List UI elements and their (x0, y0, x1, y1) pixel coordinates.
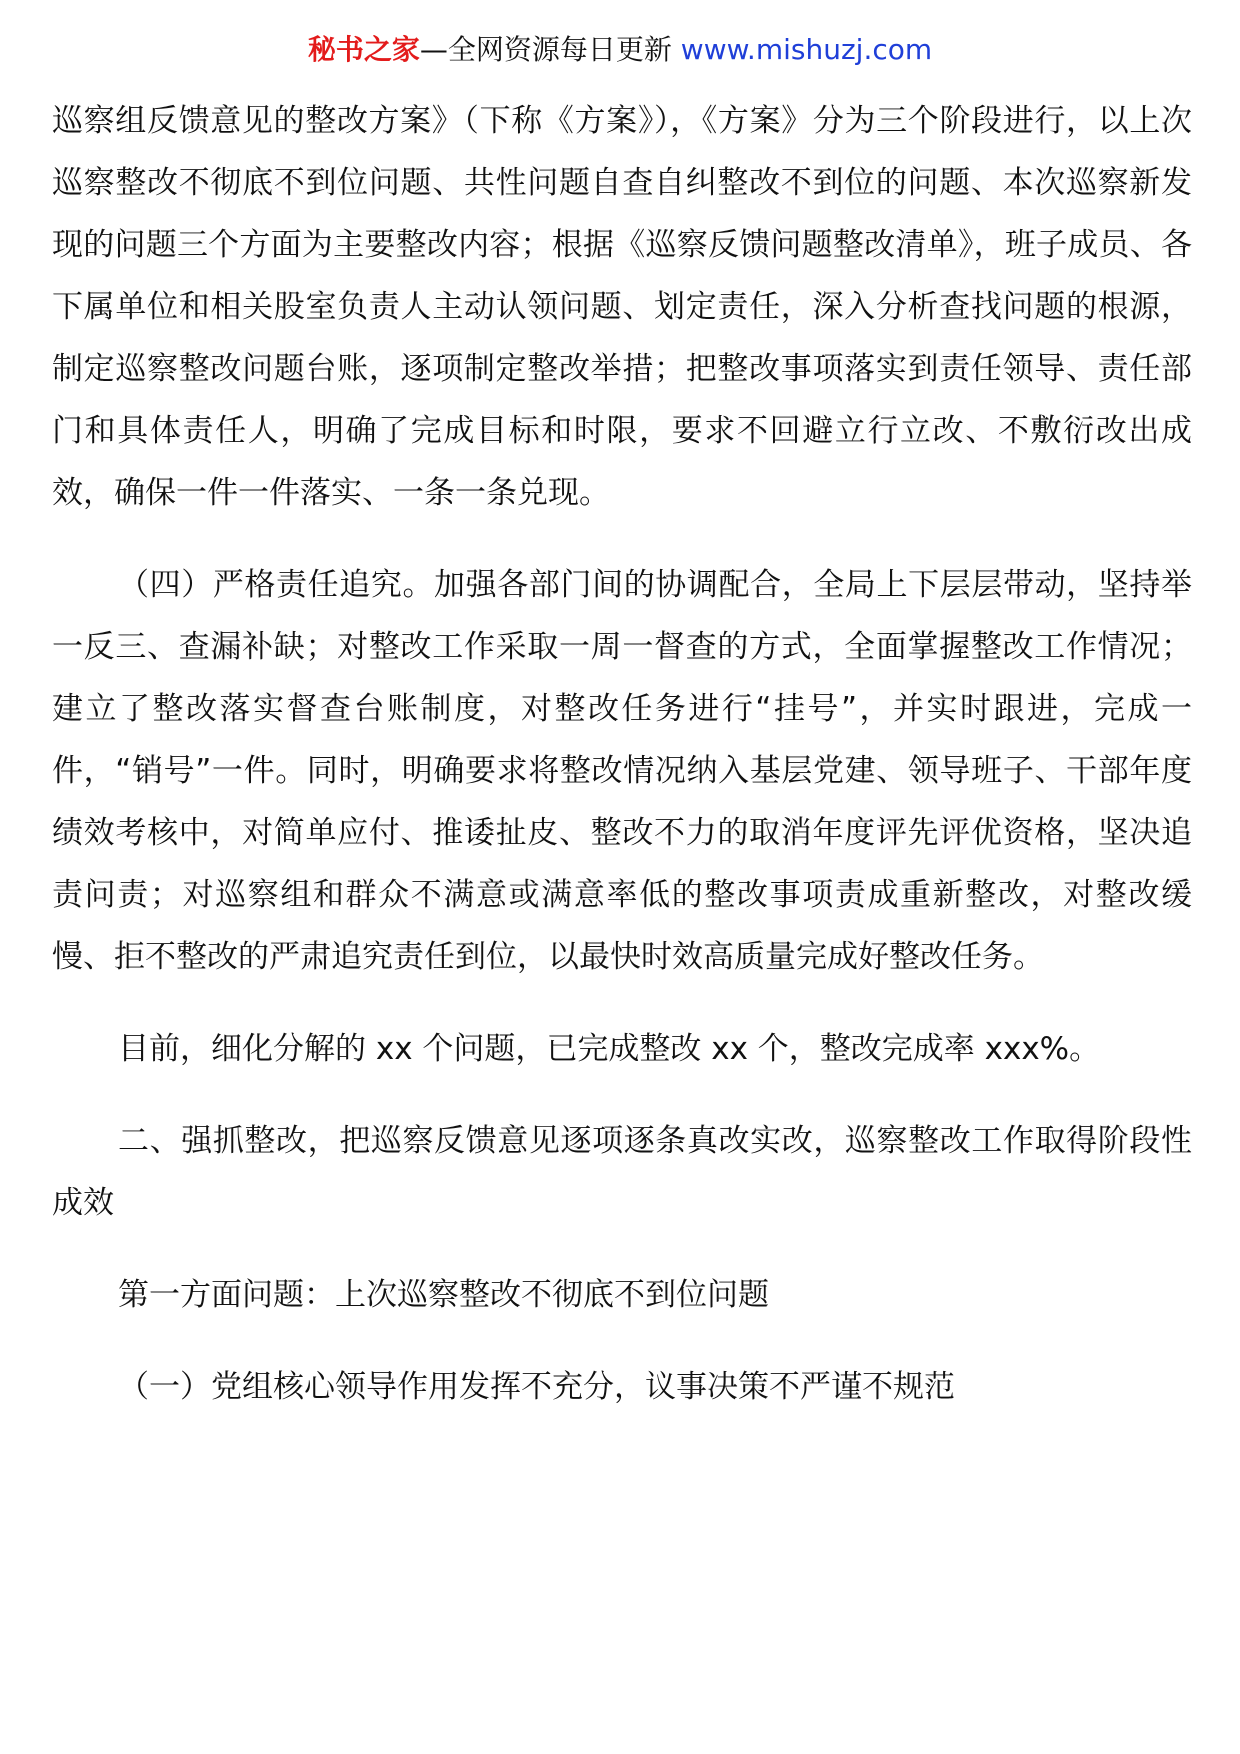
page-header (0, 30, 1240, 70)
item-heading: （一）党组核心领导作用发挥不充分，议事决策不严谨不规范 (118, 1369, 955, 1405)
document-body (52, 90, 1192, 1418)
paragraph-continuation: 巡察组反馈意见的整改方案》（下称《方案》），《方案》分为三个阶段进行，以上次巡察整改不彻底不到位问题、共性问题自查自纠整改不到位的问题、本次巡察新发现的问题三个方面为主要整改内容；根据《巡察反馈问题整改清单》，班子成员、各下属单位和相关股室负责人主动认领问题、划定责任，深入分析查找问题的根源，制定巡察整改问题台账，逐项制定整改举措；把整改事项落实到责任领导、责任部门和具体责任人，明确了完成目标和时限，要求不回避立行立改、不敷衍改出成效，确保一件一件落实、一条一条兑现。 (52, 103, 1192, 511)
subsection-heading: 第一方面问题：上次巡察整改不彻底不到位问题 (118, 1277, 769, 1313)
website-link[interactable]: www.mishuzj.com (680, 33, 933, 66)
paragraph-progress: 目前，细化分解的 xx 个问题，已完成整改 xx 个，整改完成率 xxx%。 (118, 1031, 1101, 1067)
header-tagline: —全网资源每日更新 (419, 33, 672, 66)
brand-name: 秘书之家 (307, 33, 420, 66)
paragraph-responsibility: （四）严格责任追究。加强各部门间的协调配合，全局上下层层带动，坚持举一反三、查漏补缺；对整改工作采取一周一督查的方式，全面掌握整改工作情况；建立了整改落实督查台账制度，对整改任务进行“挂号”，并实时跟进，完成一件，“销号”一件。同时，明确要求将整改情况纳入基层党建、领导班子、干部年度绩效考核中，对简单应付、推诿扯皮、整改不力的取消年度评先评优资格，坚决追责问责；对巡察组和群众不满意或满意率低的整改事项责成重新整改，对整改缓慢、拒不整改的严肃追究责任到位，以最快时效高质量完成好整改任务。 (52, 567, 1192, 975)
section-heading: 二、强抓整改，把巡察反馈意见逐项逐条真改实改，巡察整改工作取得阶段性成效 (52, 1123, 1192, 1221)
